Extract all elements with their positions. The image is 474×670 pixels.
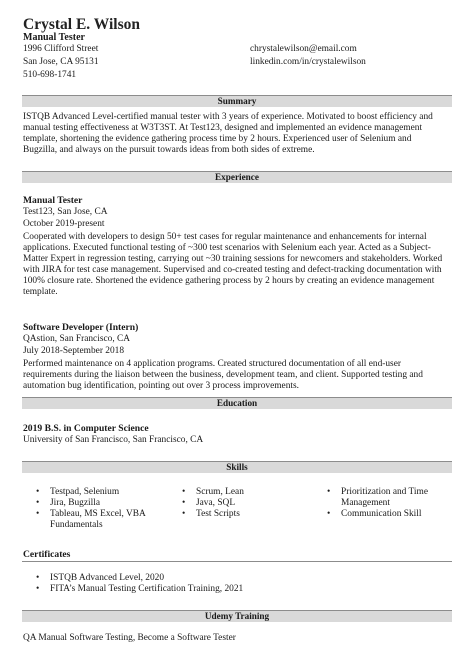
school-name: University of San Francisco, San Francisco, CA: [23, 435, 204, 445]
list-item: • Testpad, Selenium: [50, 487, 146, 498]
job-line: template.: [23, 287, 58, 298]
job-line: Performed maintenance on 4 application programs. Created structured documentation of all end-user: [23, 359, 401, 369]
job-company: QAstion, San Francisco, CA: [23, 334, 131, 344]
job-line: automation bug identification, pointing out over 3 process improvements.: [23, 381, 299, 392]
address-line-1: 1996 Clifford Street: [23, 44, 99, 54]
summary-line: Bugzilla, and always on the pursuit towards ideas from both sides of extreme.: [23, 145, 315, 156]
section-divider: [22, 561, 452, 562]
skills-column-1: [50, 487, 146, 520]
section-header-certificates: Certificates: [23, 549, 71, 560]
list-item: • ISTQB Advanced Level, 2020: [50, 573, 243, 584]
candidate-title: Manual Tester: [23, 32, 85, 43]
job-dates: July 2018-September 2018: [23, 346, 125, 356]
certificates-list: [50, 573, 243, 595]
list-item: • Java, SQL: [196, 498, 244, 509]
section-header-udemy: Udemy Training: [22, 610, 452, 622]
job-title: Software Developer (Intern): [23, 322, 139, 333]
job-line: 100% closure rate. Shortened the evidence gathering process by 2 hours by creating an evidence management: [23, 276, 435, 287]
list-item: • Prioritization and Time: [341, 487, 428, 498]
section-header-experience: Experience: [22, 171, 452, 183]
job-company: Test123, San Jose, CA: [23, 207, 108, 217]
job-dates: October 2019-present: [23, 219, 105, 229]
job-title: Manual Tester: [23, 195, 83, 206]
list-item: • Communication Skill: [341, 509, 421, 520]
candidate-name: Crystal E. Wilson: [23, 16, 140, 33]
skills-continuation: Management: [341, 498, 390, 508]
job-description: [23, 232, 455, 299]
job-description: [23, 359, 455, 392]
list-item: • Tableau, MS Excel, VBA: [50, 509, 146, 520]
job-line: Cooperated with developers to design 50+ test cases for regular maintenance and enhancements for internal: [23, 232, 427, 242]
list-item: • Scrum, Lean: [196, 487, 244, 498]
section-header-skills: Skills: [22, 461, 452, 473]
job-line: Matter Expert in regression testing, carrying out ~30 training sessions for newcomers and stakeholders. Worked: [23, 254, 443, 265]
degree-title: 2019 B.S. in Computer Science: [23, 423, 149, 434]
job-line: with JIRA for test case management. Supervised and co-created testing and defect-tracking documentation with: [23, 265, 442, 276]
section-header-summary: Summary: [22, 95, 452, 107]
list-item: • Test Scripts: [196, 509, 244, 520]
skills-column-3: [341, 487, 428, 498]
phone-number: 510-698-1741: [23, 70, 77, 80]
job-line: requirements during the liaison between the business, development team, and client. Supported testing and: [23, 370, 423, 381]
summary-line: manual testing effectiveness at W3T3ST. At Test123, designed and implemented an evidence management: [23, 123, 423, 134]
email-address: chrystalewilson@email.com: [250, 44, 357, 54]
udemy-course: QA Manual Software Testing, Become a Software Tester: [23, 633, 236, 643]
skills-continuation: Fundamentals: [50, 520, 103, 530]
skills-column-2: [196, 487, 244, 520]
summary-text: [23, 112, 455, 156]
section-header-education: Education: [22, 397, 452, 409]
summary-line: ISTQB Advanced Level-certified manual tester with 3 years of experience. Motivated to boost efficiency and: [23, 112, 433, 122]
list-item: • FITA’s Manual Testing Certification Training, 2021: [50, 584, 243, 595]
summary-line: template, shortening the evidence gathering process time by 2 hours. Experienced user of Selenium and: [23, 134, 412, 145]
list-item: • Jira, Bugzilla: [50, 498, 146, 509]
address-line-2: San Jose, CA 95131: [23, 57, 99, 67]
linkedin-url: linkedin.com/in/crystalewilson: [250, 57, 366, 67]
skills-column-3-more: [341, 509, 421, 520]
job-line: applications. Executed functional testing of ~300 test scenarios with Selenium each year. Acted as a Subject-: [23, 243, 431, 254]
